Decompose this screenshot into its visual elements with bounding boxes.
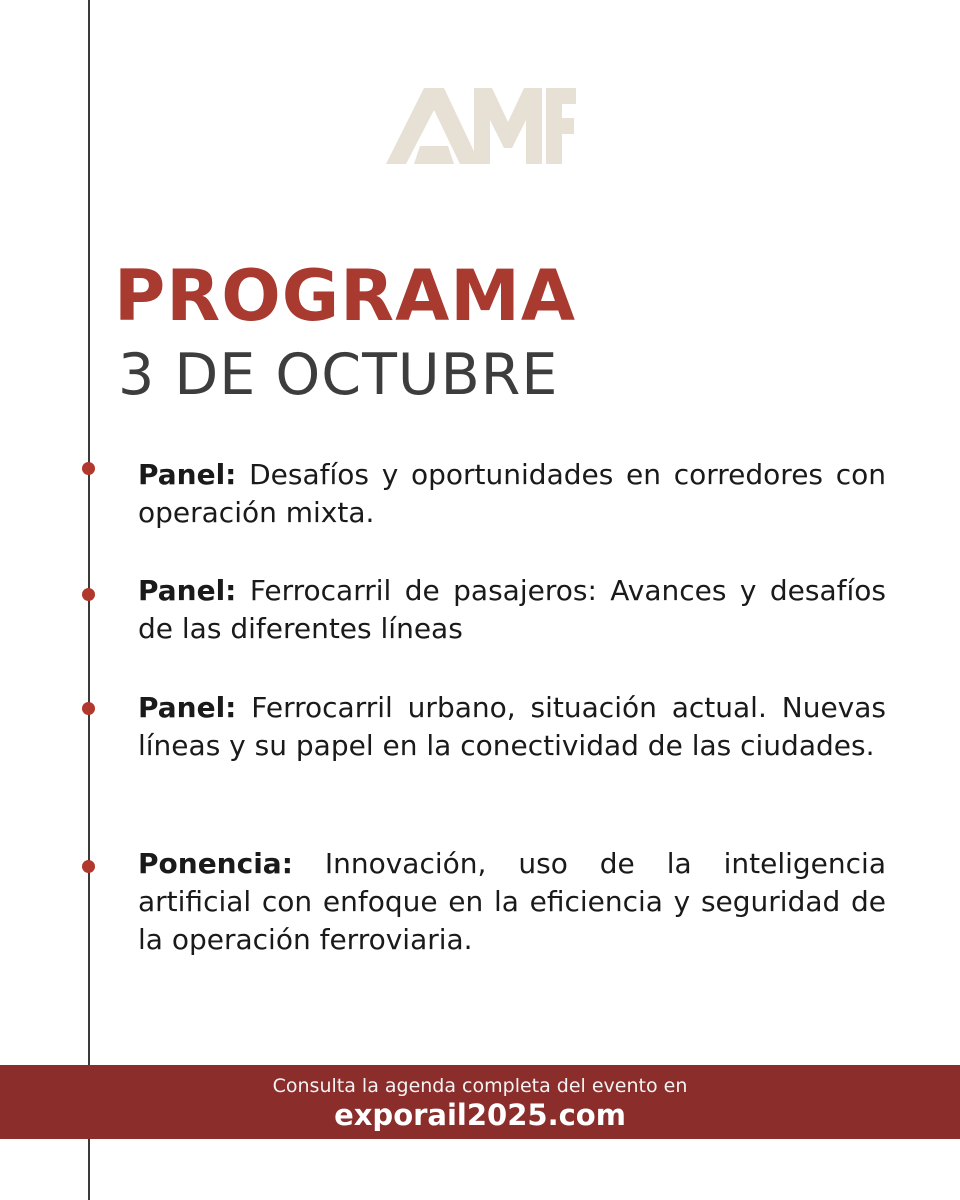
- footer-website-link[interactable]: exporail2025.com: [334, 1098, 626, 1132]
- page-title: PROGRAMA: [114, 255, 577, 337]
- agenda-item-3: [138, 689, 886, 765]
- agenda-item-description: Innovación, uso de la inteligencia artificial con enfoque en la eficiencia y seguridad de la operación ferroviaria.: [138, 847, 886, 956]
- footer-caption: Consulta la agenda completa del evento en: [272, 1075, 688, 1097]
- agenda-item-label: Panel:: [138, 458, 237, 491]
- agenda-item-2: [138, 572, 886, 648]
- agenda-item-description: Desafíos y oportunidades en corredores con operación mixta.: [138, 458, 886, 529]
- timeline-bullet: [82, 860, 95, 873]
- timeline-bullet: [82, 702, 95, 715]
- agenda-item-1: [138, 456, 886, 532]
- agenda-item-text: [138, 456, 886, 532]
- agenda-item-label: Panel:: [138, 574, 237, 607]
- agenda-item-text: [138, 572, 886, 648]
- event-date: 3 DE OCTUBRE: [118, 342, 559, 408]
- agenda-item-description: Ferrocarril urbano, situación actual. Nuevas líneas y su papel en la conectividad de las ciudades.: [138, 691, 886, 762]
- agenda-item-description: Ferrocarril de pasajeros: Avances y desafíos de las diferentes líneas: [138, 574, 886, 645]
- timeline-bullet: [82, 462, 95, 475]
- agenda-item-label: Panel:: [138, 691, 237, 724]
- agenda-item-4: [138, 845, 886, 959]
- agenda-item-text: [138, 689, 886, 765]
- footer-banner: [0, 1065, 960, 1139]
- agenda-item-label: Ponencia:: [138, 847, 293, 880]
- agenda-item-text: [138, 845, 886, 959]
- timeline-bullet: [82, 588, 95, 601]
